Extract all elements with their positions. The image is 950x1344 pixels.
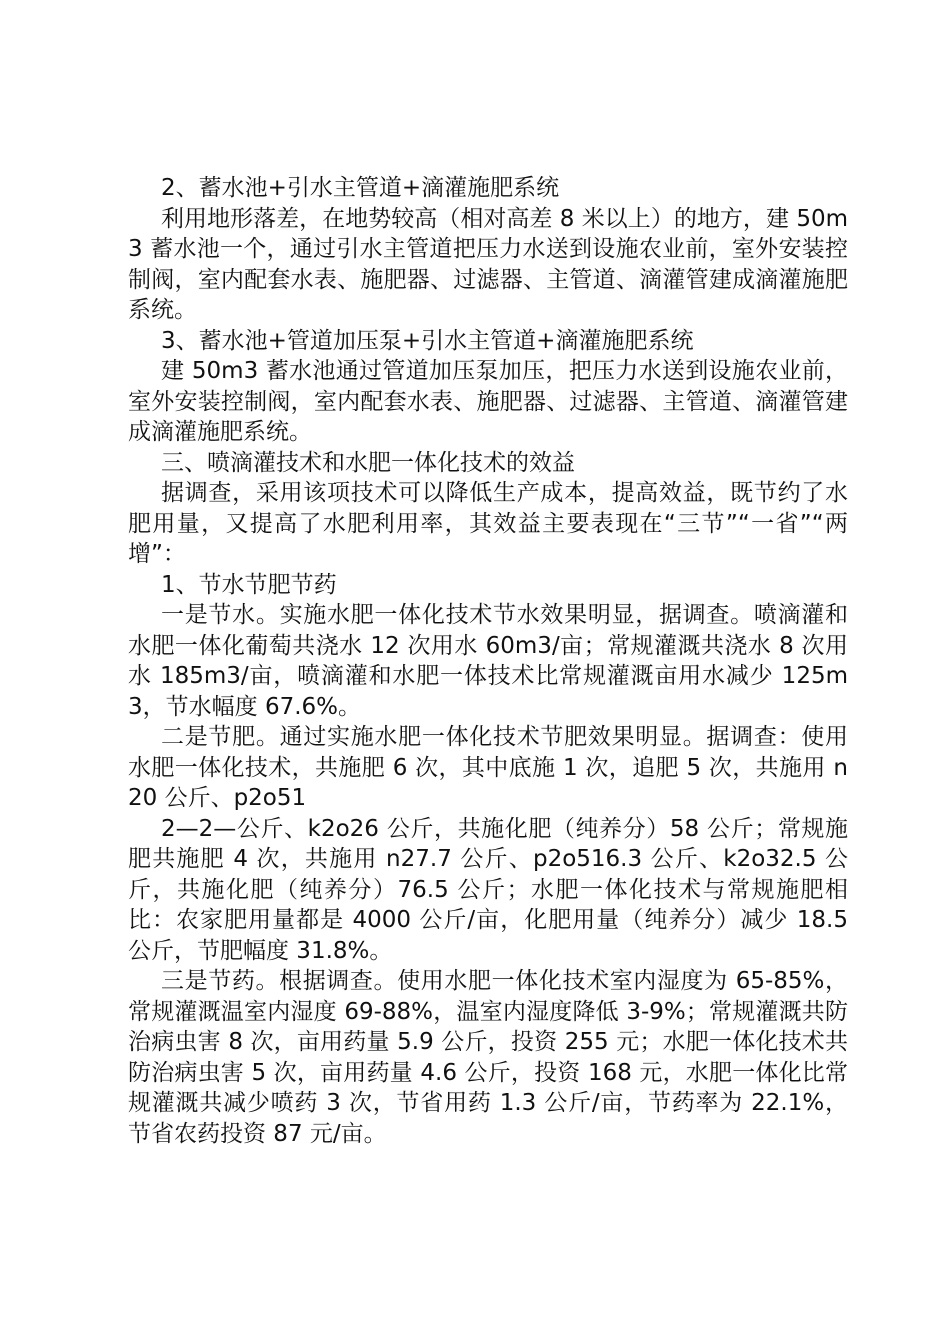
paragraph-drip-system-3-description: 建 50m3 蓄水池通过管道加压泵加压，把压力水送到设施农业前，室外安装控制阀，室内配套水表、施肥器、过滤器、主管道、滴灌管建成滴灌施肥系统。 (128, 358, 848, 445)
heading-drip-system-3: 3、蓄水池+管道加压泵+引水主管道+滴灌施肥系统 (161, 327, 694, 354)
paragraph-save-water: 一是节水。实施水肥一体化技术节水效果明显，据调查。喷滴灌和水肥一体化葡萄共浇水 12 次用水 60m3/亩；常规灌溉共浇水 8 次用水 185m3/亩，喷滴灌和水肥一体技术比常规灌溉亩用水减少 125m3，节水幅度 67.6%。 (128, 602, 848, 720)
paragraph-drip-system-2-description: 利用地形落差，在地势较高（相对高差 8 米以上）的地方，建 50m3 蓄水池一个，通过引水主管道把压力水送到设施农业前，室外安装控制阀，室内配套水表、施肥器、过滤器、主管道、滴灌管建成滴灌施肥系统。 (128, 205, 848, 323)
paragraph-save-fertilizer: 二是节肥。通过实施水肥一体化技术节肥效果明显。据调查：使用水肥一体化技术，共施肥 6 次，其中底施 1 次，追肥 5 次，共施用 n20 公斤、p2o51 (128, 724, 848, 811)
document-page (128, 173, 848, 1149)
heading-save-water-fertilizer-pesticide: 1、节水节肥节药 (161, 571, 337, 598)
heading-section-benefits: 三、喷滴灌技术和水肥一体化技术的效益 (161, 449, 575, 476)
heading-drip-system-2: 2、蓄水池+引水主管道+滴灌施肥系统 (161, 175, 560, 201)
paragraph-benefits-intro: 据调查，采用该项技术可以降低生产成本，提高效益，既节约了水肥用量，又提高了水肥利用率，其效益主要表现在“三节”“一省”“两增”： (128, 480, 848, 567)
paragraph-save-pesticide: 三是节药。根据调查。使用水肥一体化技术室内湿度为 65-85%，常规灌溉温室内湿度 69-88%，温室内湿度降低 3-9%；常规灌溉共防治病虫害 8 次，亩用药量 5.9 公斤，投资 255 元；水肥一体化技术共防治病虫害 5 次，亩用药量 4.6 公斤，投资 168 元，水肥一体化比常规灌溉共减少喷药 3 次，节省用药 1.3 公斤/亩，节药率为 22.1%，节省农药投资 87 元/亩。 (128, 968, 848, 1147)
paragraph-save-fertilizer-continued: 2—2—公斤、k2o26 公斤，共施化肥（纯养分）58 公斤；常规施肥共施肥 4 次，共施用 n27.7 公斤、p2o516.3 公斤、k2o32.5 公斤，共施化肥（纯养分）76.5 公斤；水肥一体化技术与常规施肥相比：农家肥用量都是 4000 公斤/亩，化肥用量（纯养分）减少 18.5 公斤，节肥幅度 31.8%。 (128, 815, 848, 964)
